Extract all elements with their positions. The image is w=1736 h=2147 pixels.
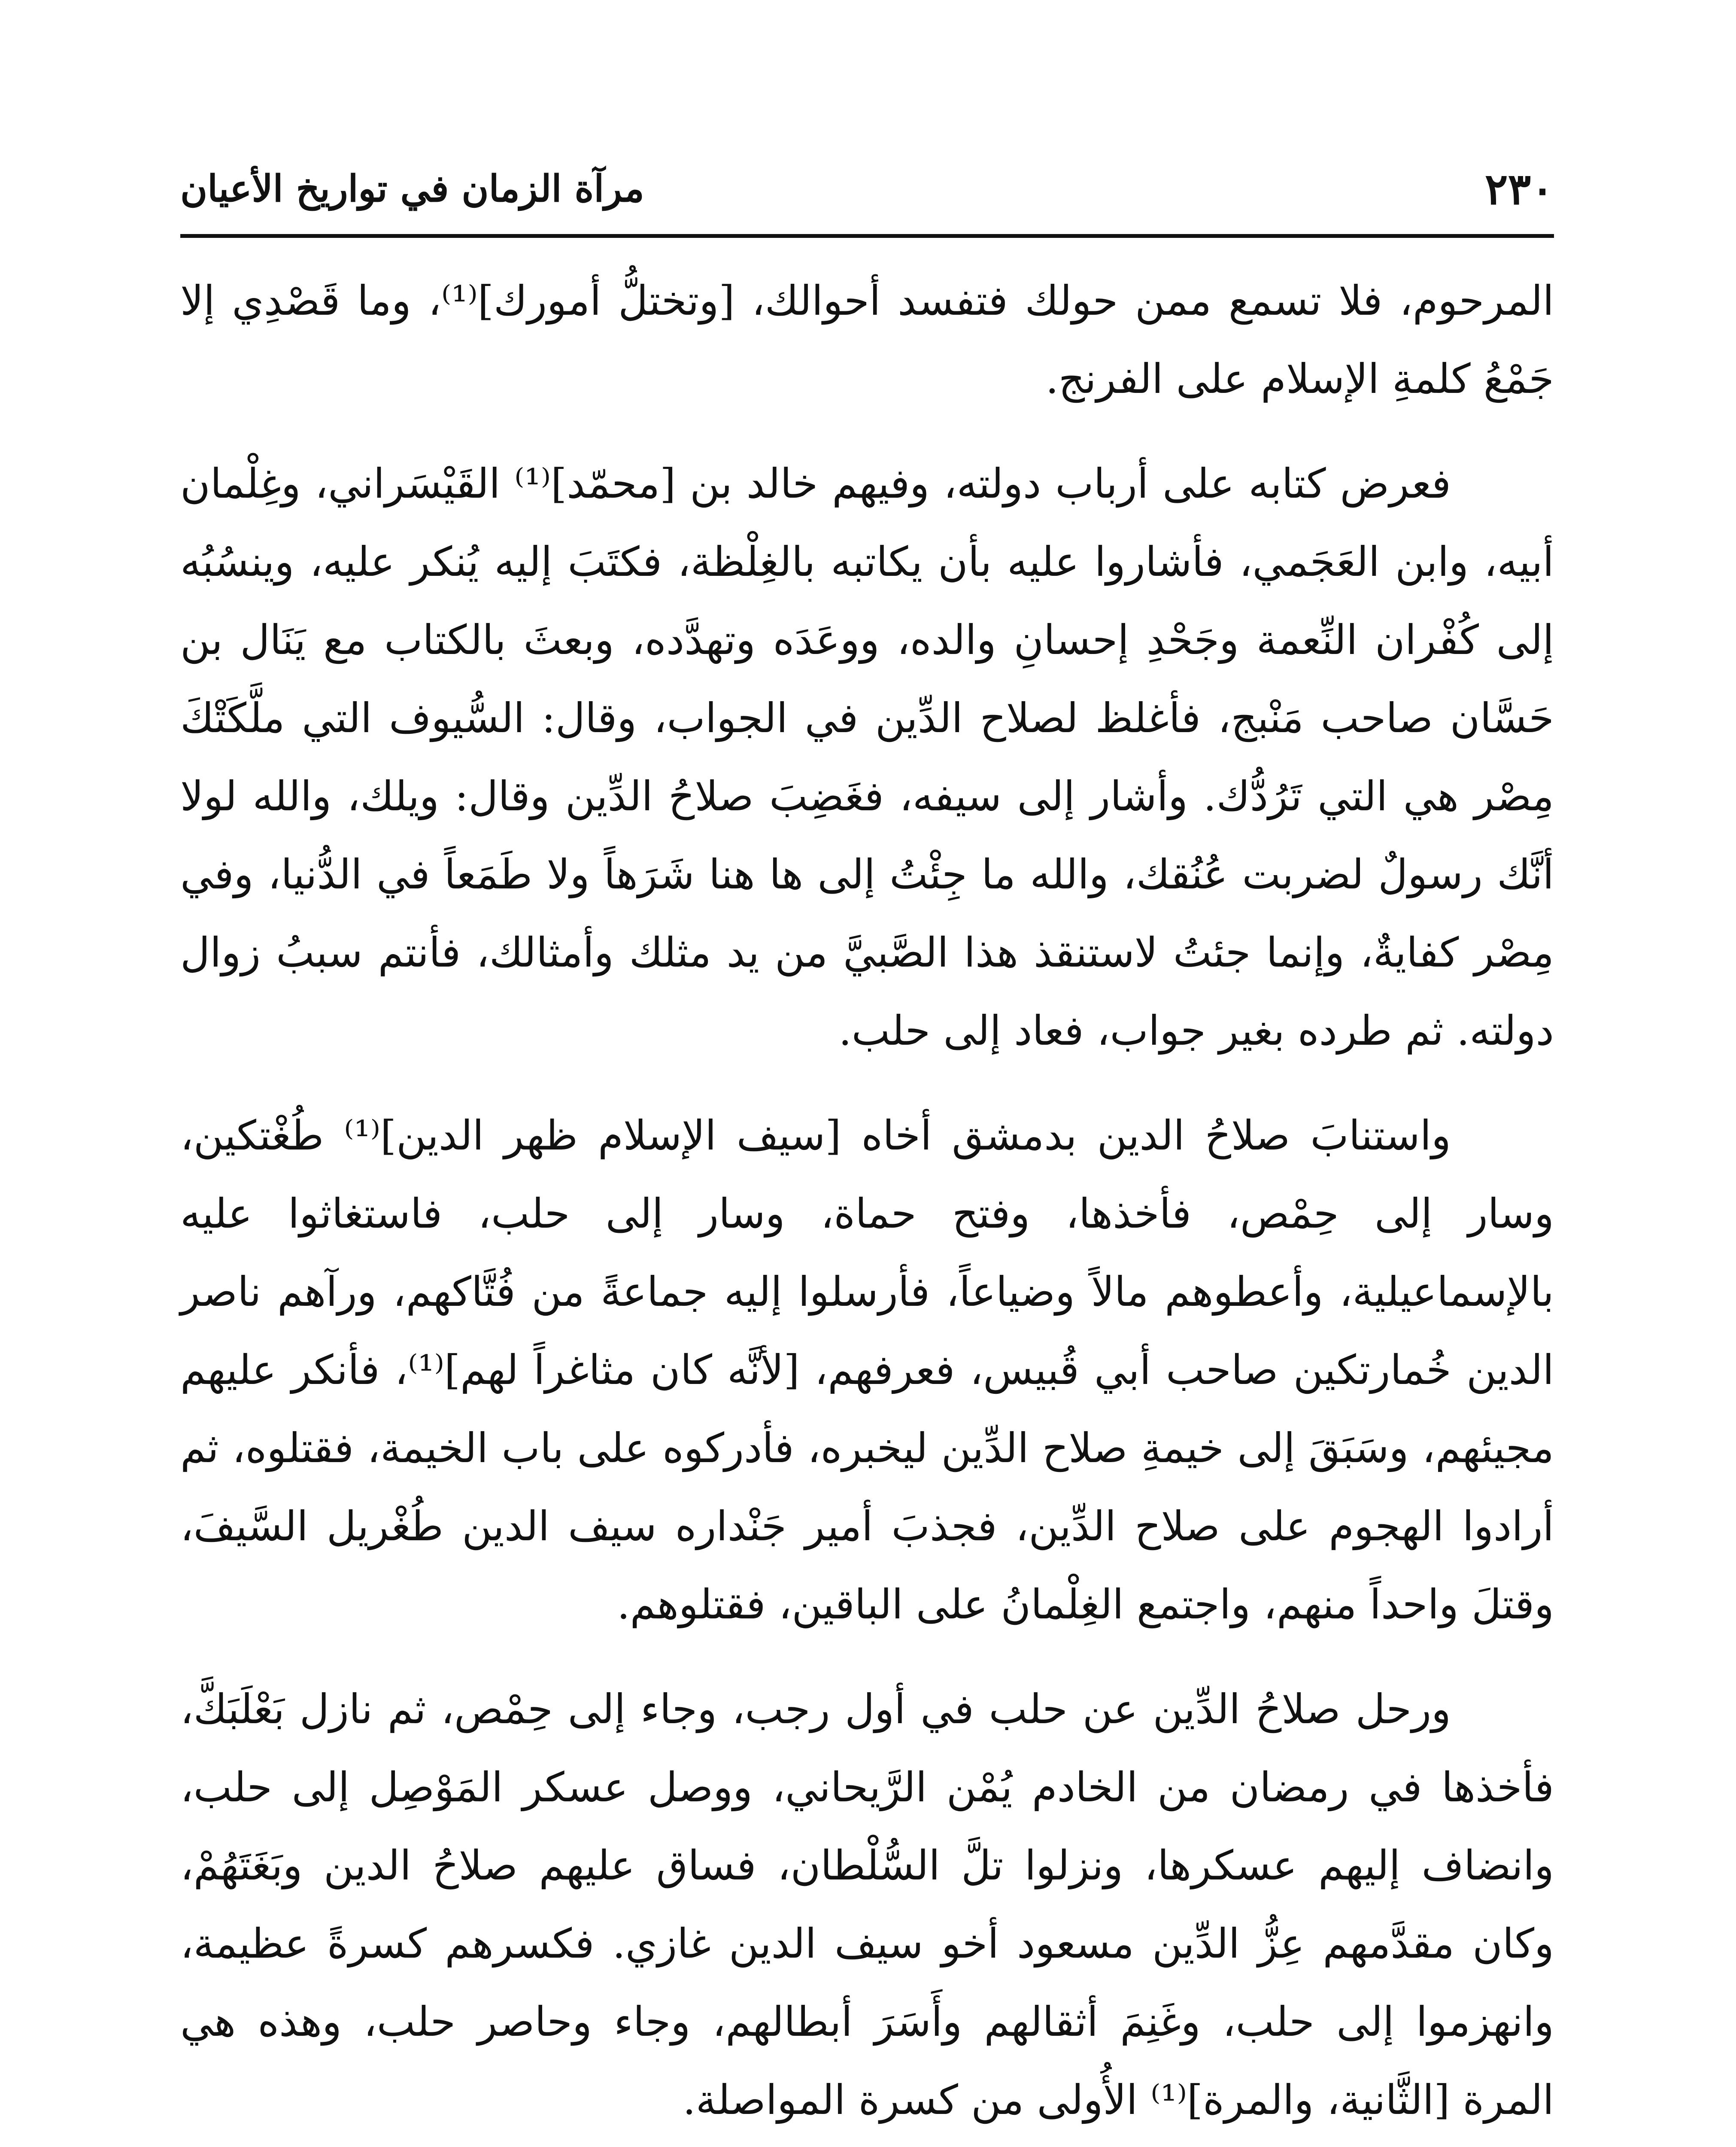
paragraph-1: المرحوم، فلا تسمع ممن حولك فتفسد أحوالك، [وتختلُّ أمورك]⁽¹⁾، وما قَصْدِي إلا جَمْعُ كلمةِ الإسلام على الفرنج. [180,277,1554,403]
page-header [180,159,1554,219]
paragraph-3: واستنابَ صلاحُ الدين بدمشق أخاه [سيف الإسلام ظهر الدين]⁽¹⁾ طُغْتكين، وسار إلى حِمْص، فأخذها، وفتح حماة، وسار إلى حلب، فاستغاثوا عليه بالإسماعيلية، وأعطوهم مالاً وضياعاً، فأرسلوا إليه جماعةً من فُتَّاكهم، ورآهم ناصر الدين خُمارتكين صاحب أبي قُبيس، فعرفهم، [لأنَّه كان مثاغراً لهم]⁽¹⁾، فأنكر عليهم مجيئهم، وسَبَقَ إلى خيمةِ صلاح الدِّين ليخبره، فأدركوه على باب الخيمة، فقتلوه، ثم أرادوا الهجوم على صلاح الدِّين، فجذبَ أمير جَنْداره سيف الدين طُغْريل السَّيفَ، وقتلَ واحداً منهم، واجتمع الغِلْمانُ على الباقين، فقتلوهم. [180,1112,1554,1628]
header-rule [180,234,1554,238]
page-number: ٢٣٠ [1484,164,1554,214]
running-title: مرآة الزمان في تواريخ الأعيان [180,167,644,210]
paragraph-4: ورحل صلاحُ الدِّين عن حلب في أول رجب، وجاء إلى حِمْص، ثم نازل بَعْلَبَكَّ، فأخذها في رمضان من الخادم يُمْن الرَّيحاني، ووصل عسكر المَوْصِل إلى حلب، وانضاف إليهم عسكرها، ونزلوا تلَّ السُّلْطان، فساق عليهم صلاحُ الدين وبَغَتَهُمْ، وكان مقدَّمهم عِزُّ الدِّين مسعود أخو سيف الدين غازي. فكسرهم كسرةً عظيمة، وانهزموا إلى حلب، وغَنِمَ أثقالهم وأَسَرَ أبطالهم، وجاء وحاصر حلب، وهذه هي المرة [الثَّانية، والمرة]⁽¹⁾ الأُولى من كسرة المواصلة. [180,1686,1554,2124]
paragraph-2: فعرض كتابه على أرباب دولته، وفيهم خالد بن [محمّد]⁽¹⁾ القَيْسَراني، وغِلْمان أبيه، وابن العَجَمي، فأشاروا عليه بأن يكاتبه بالغِلْظة، فكتَبَ إليه يُنكر عليه، وينسُبُه إلى كُفْران النِّعمة وجَحْدِ إحسانِ والده، ووعَدَه وتهدَّده، وبعثَ بالكتاب مع يَنَال بن حَسَّان صاحب مَنْبج، فأغلظ لصلاح الدِّين في الجواب، وقال: السُّيوف التي ملَّكَتْكَ مِصْر هي التي تَرُدُّك. وأشار إلى سيفه، فغَضِبَ صلاحُ الدِّين وقال: ويلك، والله لولا أنَّك رسولٌ لضربت عُنُقك، والله ما جِئْتُ إلى ها هنا شَرَهاً ولا طَمَعاً في الدُّنيا، وفي مِصْر كفايةٌ، وإنما جئتُ لاستنقذ هذا الصَّبيَّ من يد مثلك وأمثالك، فأنتم سببُ زوال دولته. ثم طرده بغير جواب، فعاد إلى حلب. [180,460,1554,1055]
main-text [180,262,1554,2147]
